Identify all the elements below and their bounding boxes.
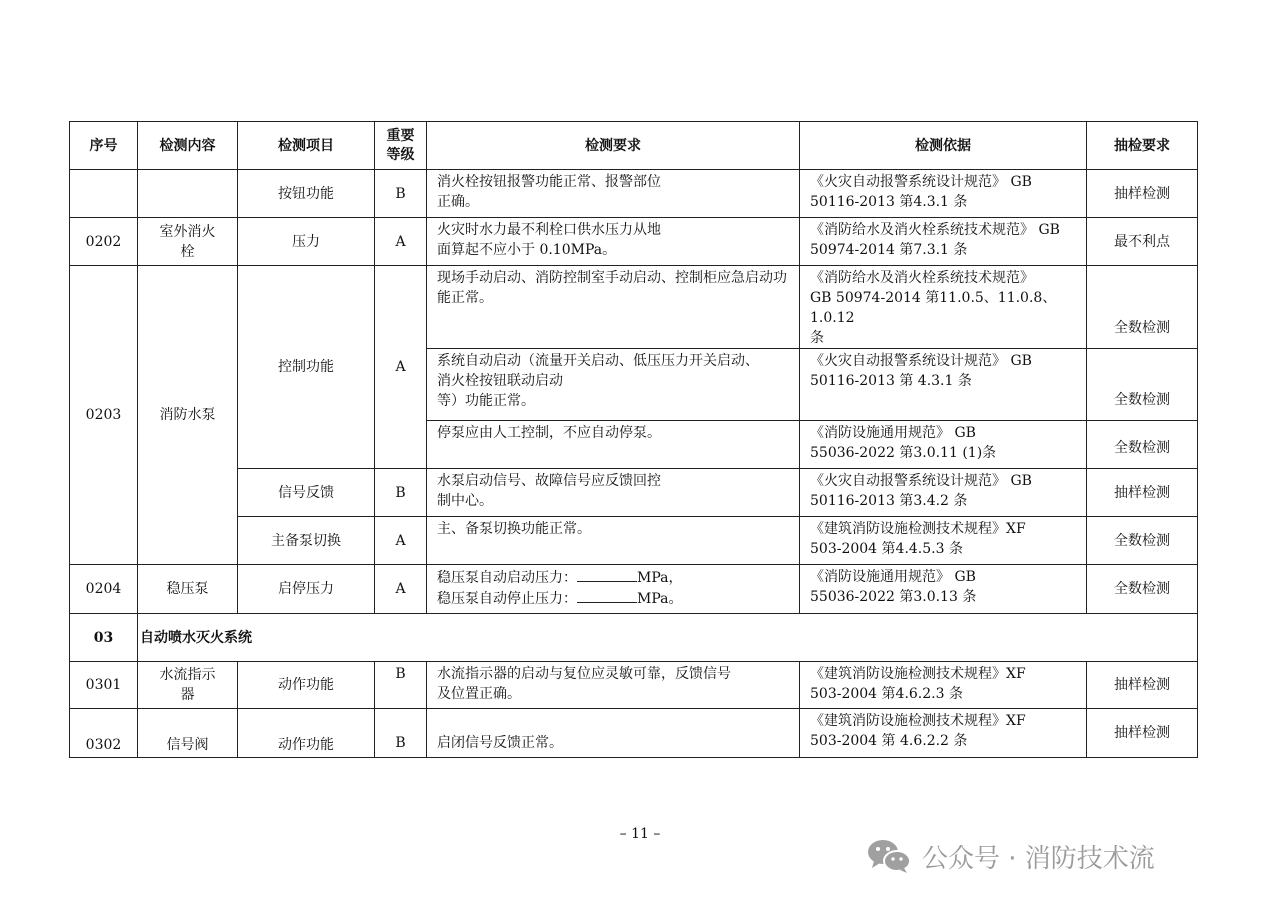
cell-no	[70, 170, 138, 218]
section-row	[70, 614, 1198, 662]
cell-item: 控制功能	[238, 266, 375, 469]
table-row	[70, 266, 1198, 349]
cell-item: 按钮功能	[238, 170, 375, 218]
cell-sampling: 抽样检测	[1087, 662, 1198, 709]
cell-basis: 《消防设施通用规范》 GB 55036-2022 第3.0.13 条	[800, 565, 1087, 614]
cell-content	[138, 170, 238, 218]
header-sampling: 抽检要求	[1087, 122, 1198, 170]
section-no: 03	[70, 614, 138, 662]
requirement-unit: MPa，	[637, 570, 683, 586]
cell-basis: 《火灾自动报警系统设计规范》 GB 50116-2013 第4.3.1 条	[800, 170, 1087, 218]
cell-sampling: 抽样检测	[1087, 709, 1198, 758]
cell-item: 主备泵切换	[238, 517, 375, 565]
cell-requirement: 系统自动启动（流量开关启动、低压压力开关启动、 消火栓按钮联动启动 等）功能正常。	[427, 349, 800, 421]
table-row	[70, 662, 1198, 709]
cell-basis: 《火灾自动报警系统设计规范》 GB 50116-2013 第3.4.2 条	[800, 469, 1087, 517]
cell-basis: 《建筑消防设施检测技术规程》XF 503-2004 第4.6.2.3 条	[800, 662, 1087, 709]
wechat-icon	[866, 837, 912, 875]
cell-sampling: 抽样检测	[1087, 170, 1198, 218]
cell-content: 稳压泵	[138, 565, 238, 614]
cell-requirement: 水泵启动信号、故障信号应反馈回控 制中心。	[427, 469, 800, 517]
fill-blank	[577, 567, 637, 582]
cell-grade: B	[375, 662, 427, 709]
cell-grade: A	[375, 266, 427, 469]
cell-item: 动作功能	[238, 662, 375, 709]
requirement-text: 稳压泵自动停止压力：	[437, 591, 577, 607]
cell-basis: 《火灾自动报警系统设计规范》 GB 50116-2013 第 4.3.1 条	[800, 349, 1087, 421]
cell-requirement	[427, 565, 800, 614]
header-grade: 重要 等级	[375, 122, 427, 170]
cell-content: 消防水泵	[138, 266, 238, 565]
cell-requirement: 停泵应由人工控制，不应自动停泵。	[427, 421, 800, 469]
cell-basis: 《消防给水及消火栓系统技术规范》 GB 50974-2014 第11.0.5、11.0.8、1.0.12 条	[800, 266, 1087, 349]
cell-sampling: 全数检测	[1087, 565, 1198, 614]
cell-grade: B	[375, 709, 427, 758]
cell-sampling: 全数检测	[1087, 517, 1198, 565]
cell-requirement: 主、备泵切换功能正常。	[427, 517, 800, 565]
header-no: 序号	[70, 122, 138, 170]
cell-requirement: 现场手动启动、消防控制室手动启动、控制柜应急启动功 能正常。	[427, 266, 800, 349]
cell-basis: 《建筑消防设施检测技术规程》XF 503-2004 第4.4.5.3 条	[800, 517, 1087, 565]
cell-no: 0301	[70, 662, 138, 709]
cell-requirement: 消火栓按钮报警功能正常、报警部位 正确。	[427, 170, 800, 218]
table-row	[70, 565, 1198, 614]
header-basis: 检测依据	[800, 122, 1087, 170]
cell-sampling: 抽样检测	[1087, 469, 1198, 517]
inspection-table	[69, 121, 1198, 758]
requirement-text: 稳压泵自动启动压力：	[437, 570, 577, 586]
table-row	[70, 709, 1198, 758]
cell-grade: B	[375, 469, 427, 517]
cell-content: 水流指示 器	[138, 662, 238, 709]
cell-requirement: 火灾时水力最不利栓口供水压力从地 面算起不应小于 0.10MPa。	[427, 218, 800, 266]
table-row	[70, 170, 1198, 218]
watermark	[866, 834, 1246, 878]
cell-grade: B	[375, 170, 427, 218]
table-row	[70, 469, 1198, 517]
cell-item: 动作功能	[238, 709, 375, 758]
cell-item: 压力	[238, 218, 375, 266]
cell-basis: 《消防设施通用规范》 GB 55036-2022 第3.0.11 (1)条	[800, 421, 1087, 469]
watermark-text: 公众号 · 消防技术流	[922, 843, 1155, 874]
section-title: 自动喷水灭火系统	[138, 614, 1198, 662]
header-content: 检测内容	[138, 122, 238, 170]
cell-requirement: 启闭信号反馈正常。	[427, 709, 800, 758]
cell-content: 室外消火 栓	[138, 218, 238, 266]
requirement-line	[437, 588, 795, 609]
fill-blank	[577, 588, 637, 603]
cell-content: 信号阀	[138, 709, 238, 758]
cell-no: 0202	[70, 218, 138, 266]
cell-item: 启停压力	[238, 565, 375, 614]
cell-grade: A	[375, 218, 427, 266]
cell-no: 0302	[70, 709, 138, 758]
cell-item: 信号反馈	[238, 469, 375, 517]
cell-sampling: 全数检测	[1087, 349, 1198, 421]
table-row	[70, 517, 1198, 565]
table-header-row	[70, 122, 1198, 170]
cell-no: 0203	[70, 266, 138, 565]
cell-no: 0204	[70, 565, 138, 614]
cell-basis: 《建筑消防设施检测技术规程》XF 503-2004 第 4.6.2.2 条	[800, 709, 1087, 758]
cell-grade: A	[375, 565, 427, 614]
requirement-line	[437, 567, 795, 588]
requirement-unit: MPa。	[637, 591, 683, 607]
table-row	[70, 218, 1198, 266]
cell-requirement: 水流指示器的启动与复位应灵敏可靠，反馈信号 及位置正确。	[427, 662, 800, 709]
cell-basis: 《消防给水及消火栓系统技术规范》 GB 50974-2014 第7.3.1 条	[800, 218, 1087, 266]
cell-grade: A	[375, 517, 427, 565]
cell-sampling: 最不利点	[1087, 218, 1198, 266]
cell-sampling: 全数检测	[1087, 421, 1198, 469]
header-item: 检测项目	[238, 122, 375, 170]
page-number: – 11 –	[619, 826, 661, 842]
header-requirement: 检测要求	[427, 122, 800, 170]
cell-sampling: 全数检测	[1087, 266, 1198, 349]
